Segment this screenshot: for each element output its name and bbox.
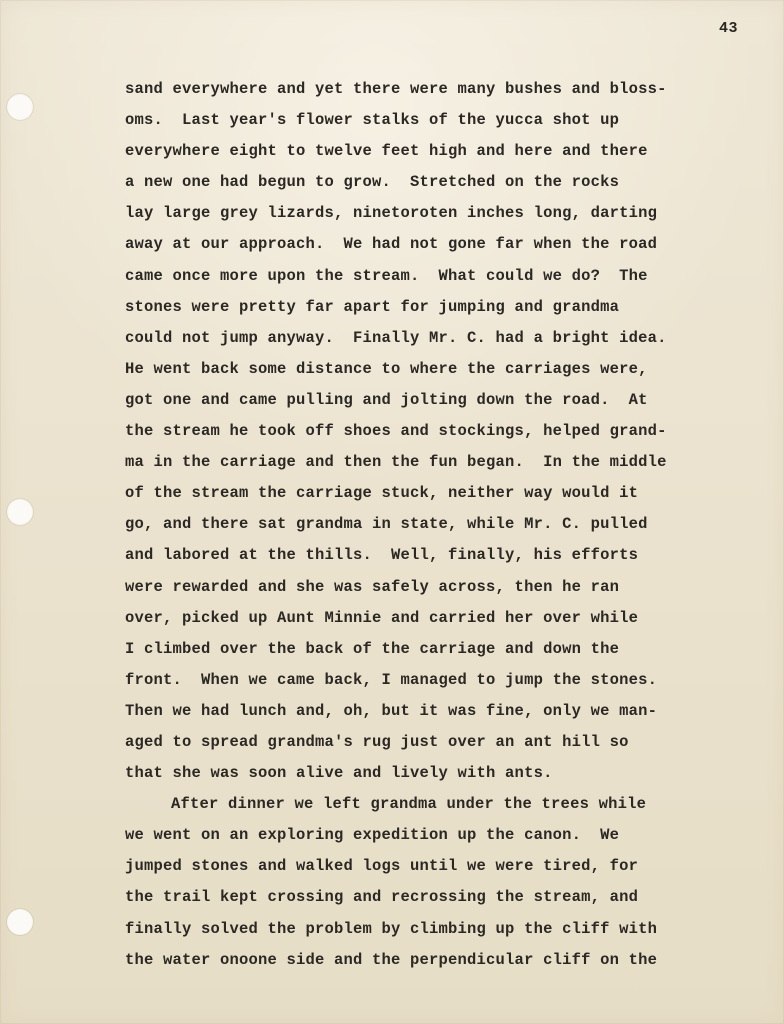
paragraph-start-line: After dinner we left grandma under the trees while [171,795,647,814]
text-line: a new one had begun to grow. Stretched on the rocks [125,173,620,192]
typed-text-block [125,74,685,976]
text-line: over, picked up Aunt Minnie and carried her over while [125,608,639,627]
text-line: go, and there sat grandma in state, while Mr. C. pulled [125,515,648,534]
text-line: I climbed over the back of the carriage and down the [125,639,620,658]
text-line: the water onoone side and the perpendicular cliff on the [125,950,658,969]
text-line: Then we had lunch and, oh, but it was fine, only we man- [125,701,658,720]
text-line: oms. Last year's flower stalks of the yucca shot up [125,111,620,130]
text-line: finally solved the problem by climbing up the cliff with [125,919,658,938]
binder-hole-middle [7,499,33,525]
text-line: of the stream the carriage stuck, neither way would it [125,484,639,503]
binder-hole-top [7,94,33,120]
text-line: ma in the carriage and then the fun began. In the middle [125,453,667,472]
text-line: away at our approach. We had not gone far when the road [125,235,658,254]
binder-hole-bottom [7,909,33,935]
text-line: could not jump anyway. Finally Mr. C. had a bright idea. [125,328,667,347]
text-line: He went back some distance to where the carriages were, [125,359,648,378]
text-line: everywhere eight to twelve feet high and here and there [125,142,648,161]
text-line: sand everywhere and yet there were many bushes and bloss- [125,80,667,98]
text-line: and labored at the thills. Well, finally, his efforts [125,546,639,565]
text-line: stones were pretty far apart for jumping and grandma [125,297,620,316]
text-line: lay large grey lizards, ninetoroten inches long, darting [125,204,658,223]
text-line: front. When we came back, I managed to jump the stones. [125,670,658,689]
text-line: the trail kept crossing and recrossing the stream, and [125,888,639,907]
text-line: aged to spread grandma's rug just over an ant hill so [125,732,629,751]
text-line: were rewarded and she was safely across, then he ran [125,577,620,596]
text-line: that she was soon alive and lively with ants. [125,764,553,783]
page-number: 43 [718,20,738,37]
text-line: jumped stones and walked logs until we were tired, for [125,857,639,876]
text-line: got one and came pulling and jolting down the road. At [125,390,648,409]
text-line: the stream he took off shoes and stockings, helped grand- [125,422,667,441]
text-line: came once more upon the stream. What could we do? The [125,266,648,285]
text-line: we went on an exploring expedition up the canon. We [125,826,620,845]
